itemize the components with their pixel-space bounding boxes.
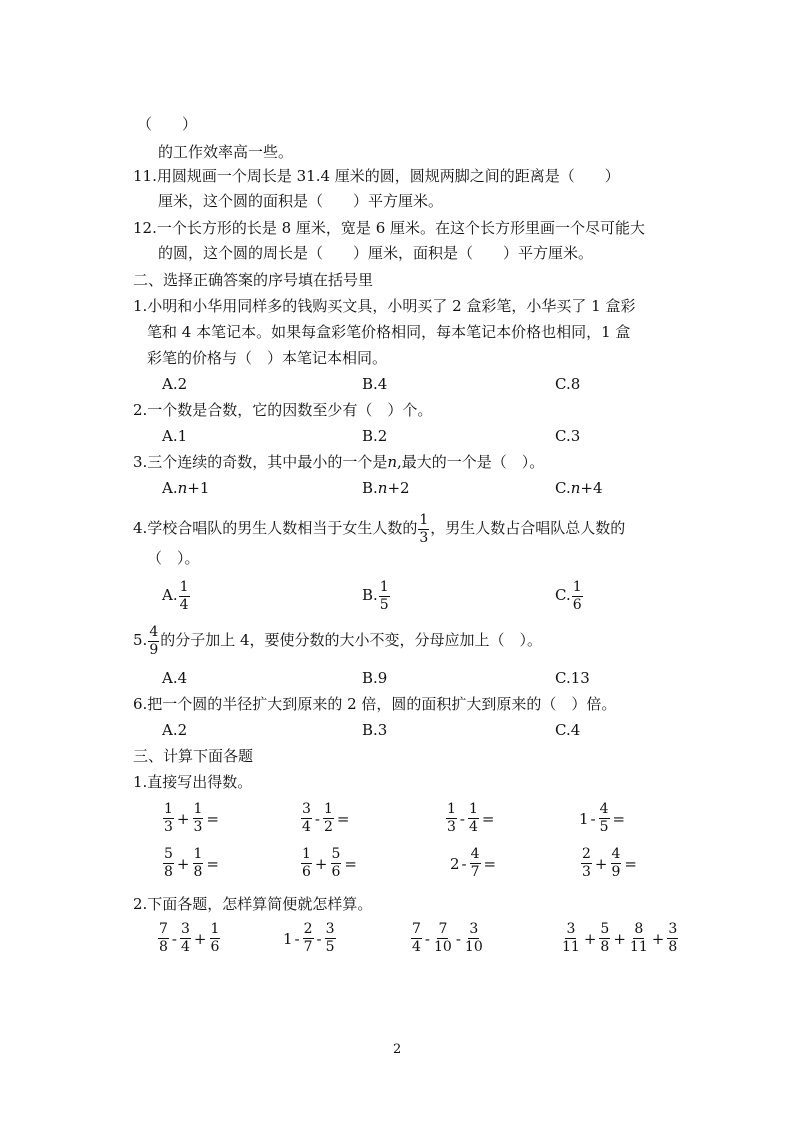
s2-q5-text [133,622,542,659]
section2-title: 二、选择正确答案的序号填在括号里 [133,271,374,289]
s3-part2-title: 2.下面各题，怎样算简便就怎样算。 [133,895,373,913]
fraction [163,846,174,881]
fraction [193,801,204,836]
s2-q4-option-a [162,578,191,614]
calc-item [300,801,352,836]
fraction [331,846,342,881]
minus-sign: - [590,809,596,828]
numerator: 1 [419,511,429,528]
numerator: 1 [447,801,456,817]
numerator: 5 [331,846,341,862]
numerator: 1 [179,578,189,595]
fraction [561,921,581,956]
equals-sign: = [206,809,219,828]
fraction [572,579,583,614]
q12-line2: 的圆，这个圆的周长是（ ）厘米，面积是（ ）平方厘米。 [158,244,594,262]
s2-q3-var: n [387,453,397,471]
numerator: 2 [582,846,591,862]
calc-item [580,846,639,881]
s2-q4-pre: 4.学校合唱队的男生人数相当于女生人数的 [133,519,418,537]
s2-q6-option-c: C.4 [555,721,581,739]
calc-item [579,801,627,836]
numerator: 3 [181,921,190,937]
q11-line2: 厘米，这个圆的面积是（ ）平方厘米。 [158,192,444,210]
s2-q5-option-c: C.13 [555,669,590,687]
numerator: 1 [302,846,311,862]
equals-sign: = [624,854,637,873]
fraction [301,801,312,836]
plus-sign: + [594,854,608,873]
fraction [667,921,678,956]
s2-q5-pre: 5. [133,631,148,649]
equals-sign: = [612,809,626,828]
option-var: n [177,479,188,497]
numerator: 7 [438,921,448,937]
numerator: 1 [324,801,333,817]
plus-sign: + [193,929,207,948]
plus-sign: + [314,854,328,873]
numerator: 3 [302,801,311,817]
calc-item [162,846,221,881]
answer-paren: （ ） [137,115,198,133]
s2-q3-option-c [555,478,603,498]
s2-q5-option-a: A.4 [162,669,188,687]
option-letter: A. [162,479,178,497]
option-var: n [377,479,388,497]
s2-q4-option-b [362,578,391,614]
section3-title: 三、计算下面各题 [133,747,254,765]
numerator: 4 [470,846,480,862]
equals-sign: = [336,809,350,828]
s2-q5-post: 的分子加上 4，要使分数的大小不变，分母应加上（ ）。 [160,631,543,649]
plus-sign: + [613,929,626,948]
numerator: 5 [164,846,173,862]
denominator: 9 [611,864,621,880]
equals-sign: = [481,809,495,828]
calc-item [450,846,498,881]
plus-sign: + [583,929,597,948]
calc-item [410,921,485,956]
numerator: 4 [149,623,159,640]
fraction [180,921,191,956]
numerator: 4 [599,801,609,817]
fraction [599,801,610,836]
option-letter: A. [162,586,178,604]
numerator: 5 [600,921,610,937]
denominator: 11 [562,939,580,955]
plus-sign: + [651,929,665,948]
numerator: 1 [210,921,220,937]
denominator: 8 [668,939,678,955]
calc-item [157,921,221,956]
s2-q3-text [133,452,544,472]
fraction [163,801,174,836]
plus-sign: + [176,809,190,828]
s2-q4-line1 [133,510,625,547]
s2-q3-text-post: ,最大的一个是（ ）。 [397,453,545,471]
denominator: 8 [159,939,168,955]
denominator: 3 [447,819,456,835]
s2-q2-option-c: C.3 [555,427,581,445]
numerator: 3 [469,921,479,937]
denominator: 5 [325,939,335,955]
denominator: 4 [302,819,311,835]
denominator: 6 [572,596,582,613]
s2-q1-line3: 彩笔的价格与（ ）本笔记本相同。 [147,349,388,367]
minus-sign: - [171,929,177,948]
denominator: 6 [331,864,341,880]
s2-q3-text-pre: 3.三个连续的奇数，其中最小的一个是 [133,453,388,471]
s2-q2-option-a: A.1 [162,427,188,445]
s2-q1-option-a: A.2 [162,375,188,393]
denominator: 10 [434,939,452,955]
denominator: 9 [149,641,159,658]
calc-item [283,921,337,956]
s2-q3-option-a [162,478,209,498]
denominator: 8 [164,864,173,880]
numerator: 1 [469,801,478,817]
denominator: 5 [379,596,389,613]
fraction [629,921,649,956]
s2-q1-line1: 1.小明和小华用同样多的钱购买文具，小明买了 2 盒彩笔，小华买了 1 盒彩 [133,297,636,315]
fraction [433,921,453,956]
numerator: 3 [566,921,576,937]
denominator: 11 [629,939,648,955]
fraction [470,846,481,881]
minus-sign: - [294,929,300,948]
denominator: 8 [193,864,203,880]
minus-sign: - [461,854,467,873]
denominator: 7 [470,864,480,880]
plus-sign: + [176,854,190,873]
s2-q4-option-c [555,578,584,614]
denominator: 6 [210,939,220,955]
numerator: 7 [159,921,168,937]
denominator: 6 [302,864,311,880]
calc-item [445,801,497,836]
denominator: 4 [179,596,189,613]
minus-sign: - [316,929,322,948]
numerator: 1 [164,801,173,817]
fraction [325,921,336,956]
fraction [581,846,592,881]
option-letter: B. [362,586,378,604]
s2-q2-text: 2.一个数是合数，它的因数至少有（ ）个。 [133,401,433,419]
minus-sign: - [424,929,430,948]
option-rest: +2 [387,479,410,497]
s2-q3-option-b [362,478,410,498]
numerator: 4 [611,846,621,862]
s2-q6-option-b: B.3 [362,721,388,739]
option-letter: B. [362,479,378,497]
numerator: 8 [634,921,644,937]
equals-sign: = [344,854,357,873]
q11-line1: 11.用圆规画一个周长是 31.4 厘米的圆，圆规两脚之间的距离是（ ） [133,167,620,185]
q12-line1: 12.一个长方形的长是 8 厘米，宽是 6 厘米。在这个长方形里画一个尽可能大 [133,219,646,237]
option-var: n [570,479,581,497]
fraction [599,921,610,956]
fraction [411,921,422,956]
fraction [303,921,314,956]
minus-sign: - [455,929,461,948]
numerator: 2 [303,921,313,937]
calc-item [560,921,679,956]
numerator: 7 [412,921,421,937]
numerator: 1 [193,846,203,862]
denominator: 4 [412,939,421,955]
fraction [193,846,204,881]
fraction [301,846,312,881]
equals-sign: = [206,854,219,873]
denominator: 8 [600,939,610,955]
numerator: 1 [379,578,389,595]
numerator: 3 [668,921,678,937]
fraction [158,921,169,956]
denominator: 3 [193,819,203,835]
s2-q1-option-b: B.4 [362,375,388,393]
denominator: 3 [582,864,591,880]
denominator: 7 [303,939,313,955]
denominator: 2 [324,819,333,835]
whole-number: 1 [283,929,293,948]
denominator: 4 [181,939,190,955]
fraction [379,579,390,614]
option-rest: +4 [580,479,603,497]
minus-sign: - [459,809,465,828]
minus-sign: - [314,809,320,828]
q10-continuation: 的工作效率高一些。 [158,143,294,161]
option-rest: +1 [187,479,210,497]
page-number: 2 [393,1042,402,1057]
calc-item [162,801,221,836]
s2-q5-option-b: B.9 [362,669,388,687]
s2-q6-text: 6.把一个圆的半径扩大到原来的 2 倍，圆的面积扩大到原来的（ ）倍。 [133,695,617,713]
fraction [468,801,479,836]
s2-q6-option-a: A.2 [162,721,188,739]
calc-item [300,846,359,881]
s2-q4-line2: （ ）。 [147,549,200,567]
equals-sign: = [483,854,497,873]
s2-q2-option-b: B.2 [362,427,388,445]
s2-q1-line2: 笔和 4 本笔记本。如果每盒彩笔价格相同，每本笔记本价格也相同，1 盒 [147,323,631,341]
whole-number: 2 [450,854,460,873]
s3-part1-title: 1.直接写出得数。 [133,773,253,791]
fraction [210,921,221,956]
whole-number: 1 [579,809,589,828]
fraction [446,801,457,836]
s2-q4-post: ，男生人数占合唱队总人数的 [430,519,626,537]
denominator: 3 [419,529,429,546]
fraction [323,801,334,836]
option-letter: C. [555,479,571,497]
denominator: 3 [164,819,173,835]
denominator: 4 [469,819,478,835]
denominator: 10 [464,939,483,955]
numerator: 1 [572,578,582,595]
numerator: 3 [325,921,335,937]
option-letter: C. [555,586,571,604]
fraction [179,579,190,614]
fraction [148,624,159,659]
numerator: 1 [193,801,203,817]
denominator: 5 [599,819,609,835]
s2-q1-option-c: C.8 [555,375,581,393]
fraction [611,846,622,881]
fraction [464,921,484,956]
fraction [418,512,429,547]
